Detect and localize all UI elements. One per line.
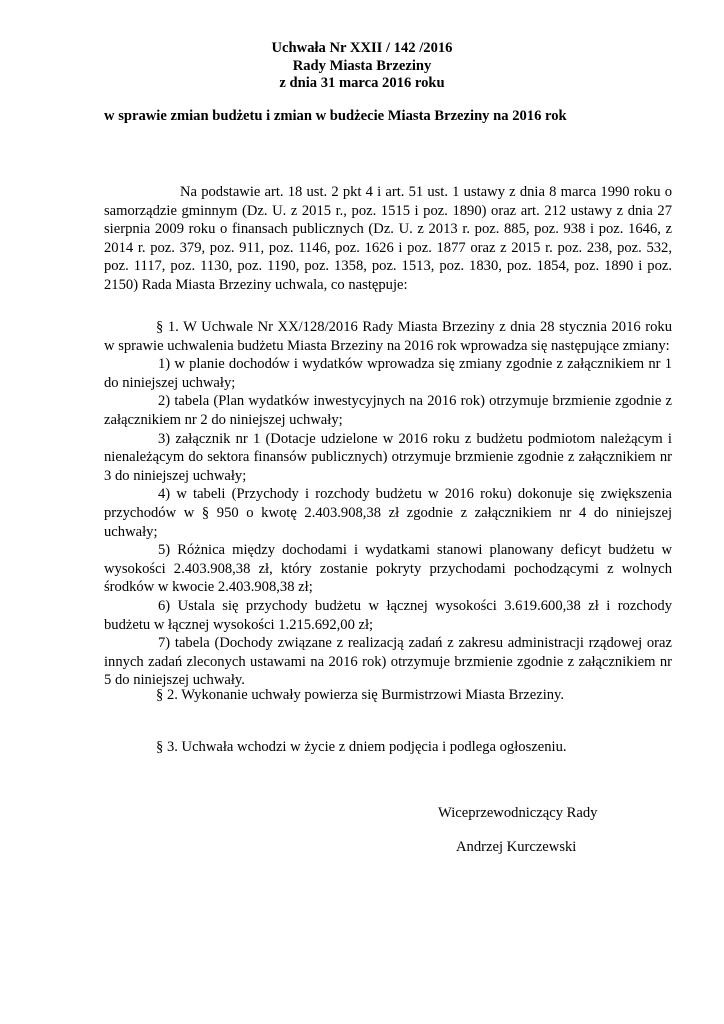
section-1-item: 7) tabela (Dochody związane z realizacją zadań z zakresu administracji rządowej oraz innych zadań zleconych ustawami na 2016 rok) otrzymuje brzmienie zgodnie z załącznikiem nr 5 do niniejszej uchwały. — [104, 635, 672, 689]
legal-basis-paragraph: Na podstawie art. 18 ust. 2 pkt 4 i art. 51 ust. 1 ustawy z dnia 8 marca 1990 roku o samorządzie gminnym (Dz. U. z 2015 r., poz. 1515 i poz. 1890) oraz art. 212 ustawy z dnia 27 sierpnia 2009 roku o finansach publicznych (Dz. U. z 2013 r. poz. 885, poz. 938 i poz. 1646, z 2014 r. poz. 379, poz. 911, poz. 1146, poz. 1626 i poz. 1877 oraz z 2015 r. poz. 238, poz. 532, poz. 1117, poz. 1130, poz. 1190, poz. 1358, poz. 1513, poz. 1830, poz. 1854, poz. 1890 i poz. 2150) Rada Miasta Brzeziny uchwala, co następuje: — [104, 184, 672, 293]
resolution-subject: w sprawie zmian budżetu i zmian w budżecie Miasta Brzeziny na 2016 rok — [104, 108, 567, 124]
section-1-item: 1) w planie dochodów i wydatków wprowadza się zmiany zgodnie z załącznikiem nr 1 do niniejszej uchwały; — [104, 356, 672, 391]
resolution-number: Uchwała Nr XXII / 142 /2016 — [271, 40, 453, 56]
resolution-header — [0, 40, 724, 93]
signatory-role: Wiceprzewodniczący Rady — [438, 805, 598, 821]
section-1-item: 3) załącznik nr 1 (Dotacje udzielone w 2016 roku z budżetu podmiotom należącym i nienależącym do sektora finansów publicznych) otrzymuje brzmienie zgodnie z załącznikiem nr 3 do niniejszej uchwały; — [104, 430, 672, 484]
section-2: § 2. Wykonanie uchwały powierza się Burmistrzowi Miasta Brzeziny. — [156, 687, 565, 703]
section-1 — [104, 318, 672, 690]
section-3: § 3. Uchwała wchodzi w życie z dniem podjęcia i podlega ogłoszeniu. — [156, 739, 567, 755]
resolution-date: z dnia 31 marca 2016 roku — [279, 75, 445, 91]
section-1-item: 2) tabela (Plan wydatków inwestycyjnych na 2016 rok) otrzymuje brzmienie zgodnie z załącznikiem nr 2 do niniejszej uchwały; — [104, 393, 672, 428]
section-1-item: 4) w tabeli (Przychody i rozchody budżetu w 2016 roku) dokonuje się zwiększenia przychodów w § 950 o kwotę 2.403.908,38 zł zgodnie z załącznikiem nr 4 do niniejszej uchwały; — [104, 486, 672, 540]
section-1-intro: § 1. W Uchwale Nr XX/128/2016 Rady Miasta Brzeziny z dnia 28 stycznia 2016 roku w sprawie uchwalenia budżetu Miasta Brzeziny na 2016 rok wprowadza się następujące zmiany: — [104, 319, 672, 354]
section-1-item: 6) Ustala się przychody budżetu w łącznej wysokości 3.619.600,38 zł i rozchody budżetu w łącznej wysokości 1.215.692,00 zł; — [104, 597, 672, 633]
council-name: Rady Miasta Brzeziny — [292, 57, 432, 74]
signatory-name: Andrzej Kurczewski — [456, 839, 577, 855]
section-1-item: 5) Różnica między dochodami i wydatkami stanowi planowany deficyt budżetu w wysokości 2.403.908,38 zł, który zostanie pokryty przychodami pochodzącymi z wolnych środków w kwocie 2.403.908,38 zł; — [104, 542, 672, 596]
